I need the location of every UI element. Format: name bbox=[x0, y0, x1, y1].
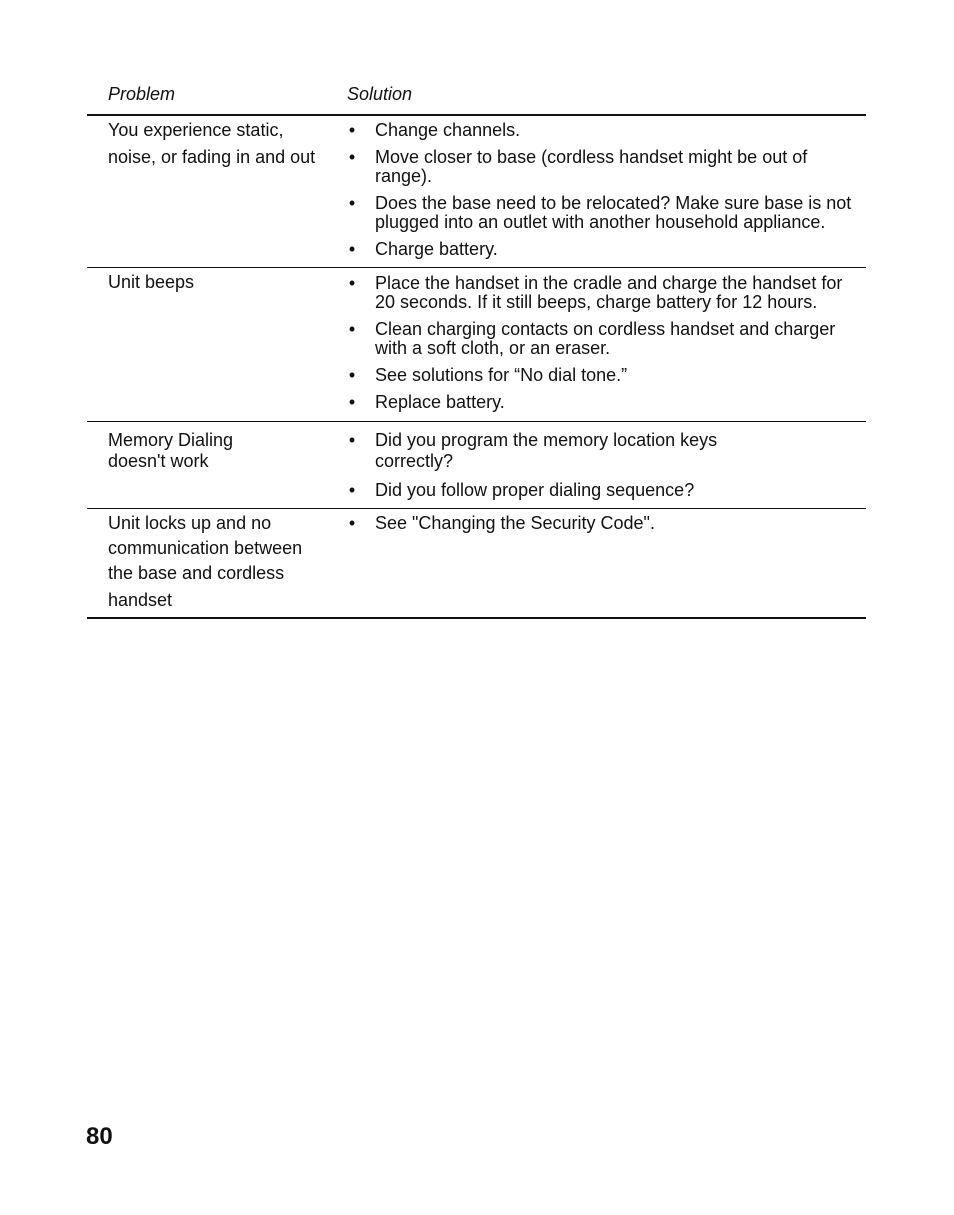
bullet-icon: • bbox=[348, 273, 356, 293]
solution-item bbox=[345, 148, 865, 186]
page-number: 80 bbox=[86, 1123, 113, 1150]
solution-item bbox=[345, 481, 865, 500]
bullet-icon: • bbox=[348, 430, 356, 450]
table-row bbox=[87, 509, 866, 619]
solution-cell bbox=[345, 509, 865, 533]
problem-text-line: handset bbox=[108, 590, 173, 610]
solution-item bbox=[345, 121, 865, 140]
solution-item bbox=[345, 194, 865, 232]
problem-text-line: You experience static, bbox=[108, 120, 284, 140]
bullet-icon: • bbox=[348, 365, 356, 385]
bullet-icon: • bbox=[348, 392, 356, 412]
bullet-icon: • bbox=[348, 239, 356, 259]
table-row bbox=[87, 116, 866, 268]
solution-item bbox=[345, 514, 865, 533]
problem-text-line: Unit beeps bbox=[108, 272, 195, 292]
solution-text: Clean charging contacts on cordless handset and charger with a soft cloth, or an eraser. bbox=[375, 319, 836, 358]
solution-item bbox=[345, 430, 755, 472]
solution-item bbox=[345, 320, 865, 358]
solution-text: See "Changing the Security Code". bbox=[375, 513, 655, 533]
solution-text: Did you program the memory location keys correctly? bbox=[375, 430, 718, 471]
solution-text: Did you follow proper dialing sequence? bbox=[375, 480, 695, 500]
problem-text-line: communication between bbox=[108, 538, 303, 558]
problem-text-line: Unit locks up and no bbox=[108, 513, 272, 533]
solution-item bbox=[345, 366, 865, 385]
problem-column-header: Problem bbox=[108, 84, 176, 104]
problem-text-line: noise, or fading in and out bbox=[108, 147, 316, 167]
troubleshooting-table bbox=[87, 80, 866, 619]
bullet-icon: • bbox=[348, 319, 356, 339]
solution-text: See solutions for “No dial tone.” bbox=[375, 365, 628, 385]
bullet-icon: • bbox=[348, 513, 356, 533]
problem-text-line: the base and cordless bbox=[108, 563, 285, 583]
solution-text: Replace battery. bbox=[375, 392, 505, 412]
solution-text: Change channels. bbox=[375, 120, 521, 140]
problem-cell bbox=[108, 430, 338, 472]
table-row bbox=[87, 422, 866, 509]
bullet-icon: • bbox=[348, 193, 356, 213]
bullet-icon: • bbox=[348, 480, 356, 500]
bullet-icon: • bbox=[348, 120, 356, 140]
solution-column-header: Solution bbox=[347, 84, 413, 104]
solution-cell bbox=[345, 422, 865, 500]
solution-cell bbox=[345, 116, 865, 259]
solution-item bbox=[345, 240, 865, 259]
problem-text-line: doesn't work bbox=[108, 451, 209, 471]
solution-text: Move closer to base (cordless handset might be out of range). bbox=[375, 147, 808, 186]
solution-item bbox=[345, 393, 865, 412]
solution-text: Place the handset in the cradle and charge the handset for 20 seconds. If it still beeps, charge battery for 12 hours. bbox=[375, 273, 843, 312]
problem-cell bbox=[108, 120, 338, 168]
bullet-icon: • bbox=[348, 147, 356, 167]
problem-cell bbox=[108, 513, 338, 611]
solution-text: Does the base need to be relocated? Make sure base is not plugged into an outlet with another household appliance. bbox=[375, 193, 852, 232]
table-row bbox=[87, 268, 866, 422]
problem-text-line: Memory Dialing bbox=[108, 430, 234, 450]
problem-cell bbox=[108, 272, 338, 293]
solution-cell bbox=[345, 268, 865, 412]
solution-item bbox=[345, 274, 865, 312]
table-header bbox=[87, 80, 866, 116]
solution-text: Charge battery. bbox=[375, 239, 498, 259]
